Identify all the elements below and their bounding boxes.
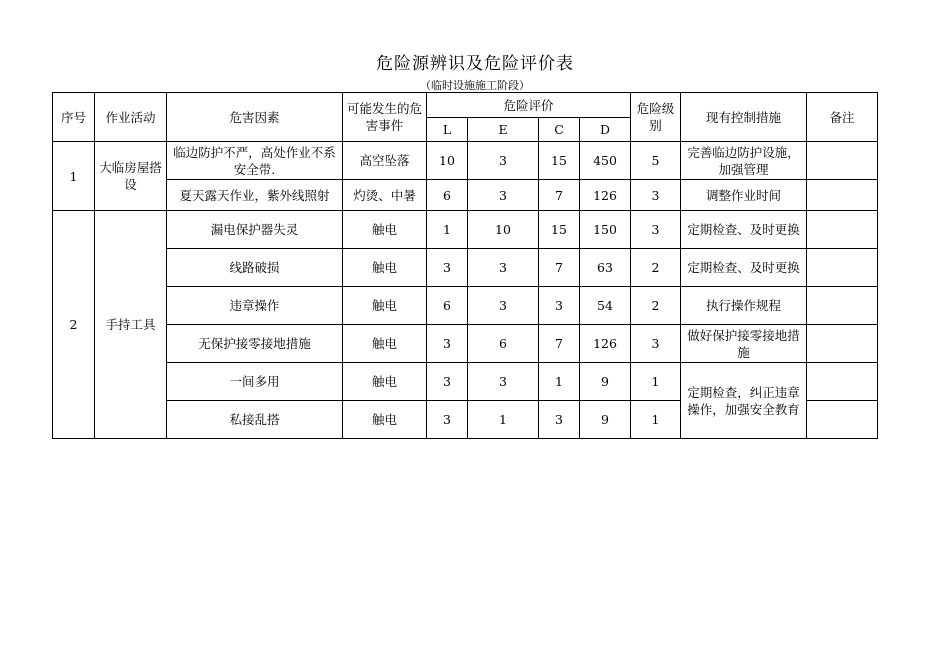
control-cell: 调整作业时间 — [681, 180, 807, 211]
table-row — [53, 325, 878, 363]
header-C: C — [539, 118, 580, 142]
header-seq: 序号 — [53, 93, 95, 142]
event-cell: 灼烫、中暑 — [343, 180, 427, 211]
C-cell: 7 — [539, 180, 580, 211]
level-cell: 2 — [631, 287, 681, 325]
D-cell: 450 — [580, 142, 631, 180]
E-cell: 3 — [468, 249, 539, 287]
L-cell: 6 — [427, 287, 468, 325]
level-cell: 3 — [631, 180, 681, 211]
table-row — [53, 249, 878, 287]
header-row-1 — [53, 93, 878, 118]
control-cell: 定期检查、及时更换 — [681, 249, 807, 287]
event-cell: 触电 — [343, 363, 427, 401]
level-cell: 2 — [631, 249, 681, 287]
hazard-cell: 漏电保护器失灵 — [167, 211, 343, 249]
control-cell: 定期检查，纠正违章操作，加强安全教育 — [681, 363, 807, 439]
header-D: D — [580, 118, 631, 142]
table-row — [53, 142, 878, 180]
level-cell: 3 — [631, 325, 681, 363]
event-cell: 触电 — [343, 287, 427, 325]
header-L: L — [427, 118, 468, 142]
C-cell: 1 — [539, 363, 580, 401]
L-cell: 3 — [427, 363, 468, 401]
remark-cell — [807, 363, 878, 401]
header-activity: 作业活动 — [95, 93, 167, 142]
D-cell: 9 — [580, 401, 631, 439]
header-control: 现有控制措施 — [681, 93, 807, 142]
hazard-cell: 临边防护不严，高处作业不系安全带. — [167, 142, 343, 180]
activity-cell: 手持工具 — [95, 211, 167, 439]
C-cell: 3 — [539, 401, 580, 439]
activity-cell: 大临房屋搭设 — [95, 142, 167, 211]
L-cell: 3 — [427, 325, 468, 363]
D-cell: 126 — [580, 180, 631, 211]
E-cell: 3 — [468, 180, 539, 211]
control-cell: 定期检查、及时更换 — [681, 211, 807, 249]
level-cell: 3 — [631, 211, 681, 249]
level-cell: 1 — [631, 401, 681, 439]
table-row — [53, 211, 878, 249]
table-row — [53, 363, 878, 401]
hazard-cell: 一间多用 — [167, 363, 343, 401]
header-remark: 备注 — [807, 93, 878, 142]
E-cell: 6 — [468, 325, 539, 363]
hazard-cell: 线路破损 — [167, 249, 343, 287]
remark-cell — [807, 249, 878, 287]
hazard-cell: 夏天露天作业，紫外线照射 — [167, 180, 343, 211]
hazard-cell: 无保护接零接地措施 — [167, 325, 343, 363]
control-cell: 做好保护接零接地措施 — [681, 325, 807, 363]
document-subtitle: （临时设施施工阶段） — [420, 79, 530, 92]
D-cell: 54 — [580, 287, 631, 325]
L-cell: 3 — [427, 249, 468, 287]
event-cell: 触电 — [343, 211, 427, 249]
document-title: 危险源辨识及危险评价表 — [376, 54, 574, 74]
L-cell: 3 — [427, 401, 468, 439]
C-cell: 7 — [539, 325, 580, 363]
D-cell: 63 — [580, 249, 631, 287]
level-cell: 1 — [631, 363, 681, 401]
seq-cell: 2 — [53, 211, 95, 439]
remark-cell — [807, 287, 878, 325]
C-cell: 15 — [539, 142, 580, 180]
control-cell: 完善临边防护设施，加强管理 — [681, 142, 807, 180]
event-cell: 高空坠落 — [343, 142, 427, 180]
remark-cell — [807, 325, 878, 363]
event-cell: 触电 — [343, 401, 427, 439]
header-level: 危险级别 — [631, 93, 681, 142]
E-cell: 10 — [468, 211, 539, 249]
L-cell: 10 — [427, 142, 468, 180]
control-cell: 执行操作规程 — [681, 287, 807, 325]
header-risk-eval: 危险评价 — [427, 93, 631, 118]
E-cell: 3 — [468, 142, 539, 180]
hazard-cell: 私接乱搭 — [167, 401, 343, 439]
L-cell: 1 — [427, 211, 468, 249]
table-row — [53, 287, 878, 325]
event-cell: 触电 — [343, 325, 427, 363]
seq-cell: 1 — [53, 142, 95, 211]
header-hazard: 危害因素 — [167, 93, 343, 142]
C-cell: 7 — [539, 249, 580, 287]
E-cell: 3 — [468, 287, 539, 325]
E-cell: 3 — [468, 363, 539, 401]
C-cell: 3 — [539, 287, 580, 325]
remark-cell — [807, 401, 878, 439]
table-row — [53, 180, 878, 211]
D-cell: 9 — [580, 363, 631, 401]
hazard-cell: 违章操作 — [167, 287, 343, 325]
remark-cell — [807, 142, 878, 180]
remark-cell — [807, 211, 878, 249]
L-cell: 6 — [427, 180, 468, 211]
header-E: E — [468, 118, 539, 142]
D-cell: 150 — [580, 211, 631, 249]
E-cell: 1 — [468, 401, 539, 439]
event-cell: 触电 — [343, 249, 427, 287]
level-cell: 5 — [631, 142, 681, 180]
C-cell: 15 — [539, 211, 580, 249]
D-cell: 126 — [580, 325, 631, 363]
header-event: 可能发生的危害事件 — [343, 93, 427, 142]
risk-assessment-table — [52, 92, 878, 439]
remark-cell — [807, 180, 878, 211]
